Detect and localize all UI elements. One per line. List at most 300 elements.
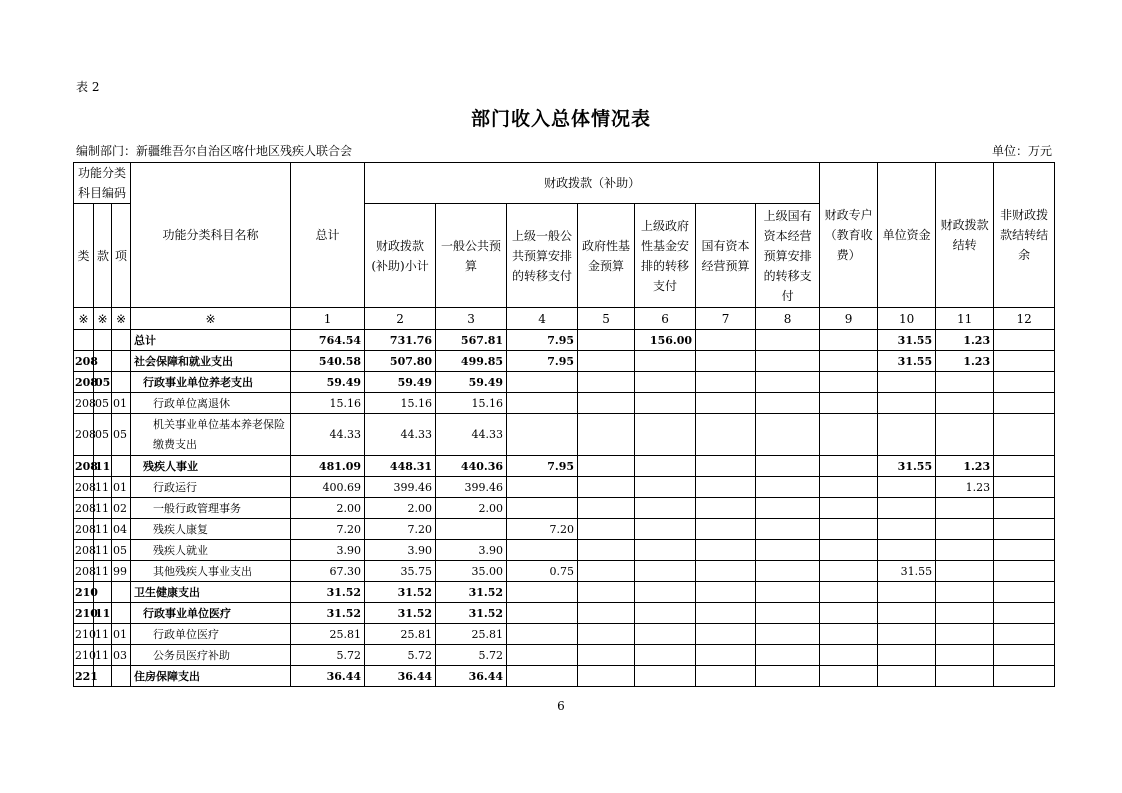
- value-cell-c1: 31.52: [291, 603, 365, 624]
- value-cell-c4: 7.20: [507, 519, 578, 540]
- value-cell-c12: [994, 540, 1055, 561]
- code-xiang-cell: [112, 330, 131, 351]
- value-cell-c1: 2.00: [291, 498, 365, 519]
- value-cell-c10: 31.55: [878, 351, 936, 372]
- value-cell-c8: [756, 477, 820, 498]
- value-cell-c8: [756, 561, 820, 582]
- value-cell-c9: [820, 414, 878, 456]
- table-row: [74, 477, 1055, 498]
- header-fiscal-carryover: 财政拨款结转: [936, 163, 994, 308]
- code-kuan-cell: 11: [94, 477, 112, 498]
- value-cell-c10: 31.55: [878, 456, 936, 477]
- value-cell-c2: 31.52: [365, 603, 436, 624]
- value-cell-c7: [696, 330, 756, 351]
- value-cell-c7: [696, 666, 756, 687]
- value-cell-c11: [936, 372, 994, 393]
- value-cell-c5: [578, 645, 635, 666]
- code-xiang-cell: 05: [112, 540, 131, 561]
- value-cell-c11: 1.23: [936, 351, 994, 372]
- subject-name-cell: 一般行政管理事务: [131, 498, 291, 519]
- index-cell: 1: [291, 308, 365, 330]
- value-cell-c3: 567.81: [436, 330, 507, 351]
- value-cell-c6: [635, 519, 696, 540]
- table-tag: 表 2: [76, 80, 100, 94]
- subject-name-cell: 行政单位离退休: [131, 393, 291, 414]
- code-lei-cell: 208: [74, 414, 94, 456]
- index-cell: 6: [635, 308, 696, 330]
- table-row: [74, 582, 1055, 603]
- value-cell-c4: [507, 645, 578, 666]
- code-lei-cell: 210: [74, 624, 94, 645]
- value-cell-c1: 59.49: [291, 372, 365, 393]
- code-lei-cell: 208: [74, 498, 94, 519]
- value-cell-c4: [507, 372, 578, 393]
- subject-name-cell: 卫生健康支出: [131, 582, 291, 603]
- index-cell: 7: [696, 308, 756, 330]
- value-cell-c5: [578, 372, 635, 393]
- index-cell: ※: [131, 308, 291, 330]
- header-upper-gov-fund-transfer: 上级政府性基金安排的转移支付: [635, 204, 696, 308]
- value-cell-c12: [994, 519, 1055, 540]
- header-state-capital-budget: 国有资本经营预算: [696, 204, 756, 308]
- value-cell-c2: 36.44: [365, 666, 436, 687]
- value-cell-c12: [994, 645, 1055, 666]
- value-cell-c3: 3.90: [436, 540, 507, 561]
- index-cell: 9: [820, 308, 878, 330]
- header-fiscal-special: 财政专户（教育收费）: [820, 163, 878, 308]
- index-cell: 11: [936, 308, 994, 330]
- value-cell-c11: [936, 519, 994, 540]
- value-cell-c7: [696, 540, 756, 561]
- income-table: [73, 162, 1055, 687]
- index-cell: 10: [878, 308, 936, 330]
- page-title: 部门收入总体情况表: [470, 108, 651, 130]
- code-lei-cell: 210: [74, 603, 94, 624]
- value-cell-c3: [436, 519, 507, 540]
- value-cell-c3: 31.52: [436, 582, 507, 603]
- value-cell-c10: [878, 372, 936, 393]
- code-xiang-cell: 05: [112, 414, 131, 456]
- code-xiang-cell: 01: [112, 393, 131, 414]
- value-cell-c3: 31.52: [436, 603, 507, 624]
- code-kuan-cell: 05: [94, 414, 112, 456]
- value-cell-c12: [994, 561, 1055, 582]
- subject-name-cell: 残疾人事业: [131, 456, 291, 477]
- value-cell-c3: 36.44: [436, 666, 507, 687]
- value-cell-c10: [878, 519, 936, 540]
- code-lei-cell: 208: [74, 540, 94, 561]
- index-cell: 12: [994, 308, 1055, 330]
- value-cell-c1: 44.33: [291, 414, 365, 456]
- value-cell-c11: [936, 393, 994, 414]
- value-cell-c2: 15.16: [365, 393, 436, 414]
- value-cell-c10: [878, 582, 936, 603]
- value-cell-c7: [696, 456, 756, 477]
- value-cell-c8: [756, 666, 820, 687]
- code-lei-cell: 208: [74, 519, 94, 540]
- header-upper-state-capital-transfer: 上级国有资本经营预算安排的转移支付: [756, 204, 820, 308]
- index-cell: ※: [74, 308, 94, 330]
- table-row: [74, 351, 1055, 372]
- index-cell: 2: [365, 308, 436, 330]
- value-cell-c6: [635, 393, 696, 414]
- value-cell-c7: [696, 645, 756, 666]
- value-cell-c8: [756, 582, 820, 603]
- code-lei-cell: 208: [74, 561, 94, 582]
- value-cell-c3: 15.16: [436, 393, 507, 414]
- value-cell-c5: [578, 582, 635, 603]
- value-cell-c9: [820, 561, 878, 582]
- index-cell: ※: [94, 308, 112, 330]
- code-kuan-cell: 11: [94, 540, 112, 561]
- subject-name-cell: 总计: [131, 330, 291, 351]
- value-cell-c1: 540.58: [291, 351, 365, 372]
- value-cell-c9: [820, 540, 878, 561]
- value-cell-c2: 7.20: [365, 519, 436, 540]
- value-cell-c6: [635, 645, 696, 666]
- value-cell-c10: [878, 498, 936, 519]
- value-cell-c9: [820, 582, 878, 603]
- value-cell-c8: [756, 498, 820, 519]
- table-row: [74, 624, 1055, 645]
- value-cell-c11: [936, 540, 994, 561]
- value-cell-c2: 31.52: [365, 582, 436, 603]
- department-label: 编制部门：新疆维吾尔自治区喀什地区残疾人联合会: [76, 144, 353, 158]
- value-cell-c12: [994, 414, 1055, 456]
- value-cell-c1: 36.44: [291, 666, 365, 687]
- value-cell-c4: [507, 540, 578, 561]
- header-nonfiscal-carryover: 非财政拨款结转结余: [994, 163, 1055, 308]
- value-cell-c8: [756, 645, 820, 666]
- value-cell-c10: 31.55: [878, 330, 936, 351]
- code-xiang-cell: [112, 456, 131, 477]
- value-cell-c8: [756, 456, 820, 477]
- value-cell-c4: 0.75: [507, 561, 578, 582]
- value-cell-c2: 25.81: [365, 624, 436, 645]
- value-cell-c7: [696, 351, 756, 372]
- code-kuan-cell: 11: [94, 645, 112, 666]
- subject-name-cell: 公务员医疗补助: [131, 645, 291, 666]
- value-cell-c11: [936, 624, 994, 645]
- code-xiang-cell: 03: [112, 645, 131, 666]
- value-cell-c11: [936, 561, 994, 582]
- index-cell: 3: [436, 308, 507, 330]
- header-gov-fund-budget: 政府性基金预算: [578, 204, 635, 308]
- code-kuan-cell: 11: [94, 498, 112, 519]
- value-cell-c8: [756, 393, 820, 414]
- value-cell-c2: 44.33: [365, 414, 436, 456]
- value-cell-c7: [696, 603, 756, 624]
- value-cell-c6: [635, 582, 696, 603]
- value-cell-c1: 25.81: [291, 624, 365, 645]
- value-cell-c4: [507, 477, 578, 498]
- value-cell-c1: 481.09: [291, 456, 365, 477]
- value-cell-c6: [635, 351, 696, 372]
- value-cell-c6: [635, 540, 696, 561]
- table-row: [74, 561, 1055, 582]
- index-cell: 8: [756, 308, 820, 330]
- value-cell-c6: [635, 372, 696, 393]
- value-cell-c7: [696, 477, 756, 498]
- value-cell-c5: [578, 624, 635, 645]
- value-cell-c9: [820, 393, 878, 414]
- header-code-group: 功能分类科目编码: [74, 163, 131, 204]
- value-cell-c2: 399.46: [365, 477, 436, 498]
- value-cell-c12: [994, 372, 1055, 393]
- code-xiang-cell: [112, 582, 131, 603]
- value-cell-c5: [578, 561, 635, 582]
- value-cell-c7: [696, 372, 756, 393]
- value-cell-c11: [936, 666, 994, 687]
- value-cell-c9: [820, 372, 878, 393]
- code-kuan-cell: 11: [94, 519, 112, 540]
- value-cell-c10: [878, 414, 936, 456]
- code-xiang-cell: 01: [112, 477, 131, 498]
- value-cell-c1: 5.72: [291, 645, 365, 666]
- value-cell-c7: [696, 393, 756, 414]
- unit-label: 单位：万元: [991, 144, 1052, 158]
- value-cell-c8: [756, 414, 820, 456]
- value-cell-c9: [820, 624, 878, 645]
- code-lei-cell: 208: [74, 393, 94, 414]
- table-row: [74, 498, 1055, 519]
- value-cell-c5: [578, 540, 635, 561]
- code-xiang-cell: 02: [112, 498, 131, 519]
- value-cell-c12: [994, 624, 1055, 645]
- header-lei: 类: [74, 204, 94, 308]
- code-lei-cell: 221: [74, 666, 94, 687]
- subject-name-cell: 行政运行: [131, 477, 291, 498]
- value-cell-c8: [756, 603, 820, 624]
- table-row: [74, 456, 1055, 477]
- value-cell-c4: [507, 414, 578, 456]
- code-lei-cell: 208: [74, 456, 94, 477]
- header-name: 功能分类科目名称: [131, 163, 291, 308]
- subject-name-cell: 社会保障和就业支出: [131, 351, 291, 372]
- value-cell-c10: [878, 624, 936, 645]
- value-cell-c5: [578, 351, 635, 372]
- value-cell-c9: [820, 666, 878, 687]
- value-cell-c6: [635, 561, 696, 582]
- value-cell-c2: 5.72: [365, 645, 436, 666]
- value-cell-c8: [756, 540, 820, 561]
- index-row: [74, 308, 1055, 330]
- code-lei-cell: [74, 330, 94, 351]
- subject-name-cell: 机关事业单位基本养老保险缴费支出: [131, 414, 291, 456]
- value-cell-c5: [578, 666, 635, 687]
- value-cell-c2: 2.00: [365, 498, 436, 519]
- value-cell-c11: [936, 645, 994, 666]
- value-cell-c5: [578, 456, 635, 477]
- value-cell-c1: 7.20: [291, 519, 365, 540]
- value-cell-c7: [696, 498, 756, 519]
- code-lei-cell: 210: [74, 645, 94, 666]
- value-cell-c3: 59.49: [436, 372, 507, 393]
- value-cell-c11: 1.23: [936, 477, 994, 498]
- value-cell-c9: [820, 456, 878, 477]
- header-upper-general-transfer: 上级一般公共预算安排的转移支付: [507, 204, 578, 308]
- value-cell-c3: 399.46: [436, 477, 507, 498]
- code-xiang-cell: [112, 372, 131, 393]
- value-cell-c4: [507, 666, 578, 687]
- subject-name-cell: 行政单位医疗: [131, 624, 291, 645]
- table-row: [74, 393, 1055, 414]
- value-cell-c12: [994, 582, 1055, 603]
- value-cell-c11: [936, 582, 994, 603]
- value-cell-c12: [994, 330, 1055, 351]
- subject-name-cell: 残疾人就业: [131, 540, 291, 561]
- value-cell-c6: 156.00: [635, 330, 696, 351]
- value-cell-c6: [635, 414, 696, 456]
- value-cell-c3: 25.81: [436, 624, 507, 645]
- value-cell-c10: 31.55: [878, 561, 936, 582]
- header-total: 总计: [291, 163, 365, 308]
- value-cell-c12: [994, 393, 1055, 414]
- table-row: [74, 519, 1055, 540]
- value-cell-c9: [820, 330, 878, 351]
- value-cell-c6: [635, 666, 696, 687]
- value-cell-c7: [696, 624, 756, 645]
- value-cell-c2: 35.75: [365, 561, 436, 582]
- value-cell-c3: 35.00: [436, 561, 507, 582]
- value-cell-c2: 731.76: [365, 330, 436, 351]
- value-cell-c3: 440.36: [436, 456, 507, 477]
- value-cell-c9: [820, 498, 878, 519]
- value-cell-c8: [756, 519, 820, 540]
- code-xiang-cell: [112, 603, 131, 624]
- value-cell-c5: [578, 414, 635, 456]
- value-cell-c5: [578, 477, 635, 498]
- value-cell-c2: 3.90: [365, 540, 436, 561]
- code-kuan-cell: 11: [94, 603, 112, 624]
- code-xiang-cell: [112, 666, 131, 687]
- value-cell-c12: [994, 603, 1055, 624]
- header-fiscal-group: 财政拨款（补助）: [365, 163, 820, 204]
- index-cell: ※: [112, 308, 131, 330]
- code-xiang-cell: 01: [112, 624, 131, 645]
- value-cell-c5: [578, 603, 635, 624]
- code-xiang-cell: [112, 351, 131, 372]
- code-kuan-cell: 05: [94, 393, 112, 414]
- value-cell-c8: [756, 372, 820, 393]
- value-cell-c2: 448.31: [365, 456, 436, 477]
- value-cell-c4: [507, 393, 578, 414]
- table-row: [74, 603, 1055, 624]
- value-cell-c6: [635, 603, 696, 624]
- subject-name-cell: 行政事业单位医疗: [131, 603, 291, 624]
- value-cell-c3: 5.72: [436, 645, 507, 666]
- value-cell-c11: [936, 498, 994, 519]
- value-cell-c6: [635, 477, 696, 498]
- value-cell-c11: [936, 603, 994, 624]
- value-cell-c5: [578, 393, 635, 414]
- value-cell-c6: [635, 456, 696, 477]
- value-cell-c9: [820, 519, 878, 540]
- table-row: [74, 330, 1055, 351]
- table-row: [74, 645, 1055, 666]
- value-cell-c4: [507, 624, 578, 645]
- value-cell-c7: [696, 561, 756, 582]
- value-cell-c10: [878, 603, 936, 624]
- table-row: [74, 414, 1055, 456]
- page-number: 6: [557, 699, 565, 713]
- value-cell-c4: [507, 603, 578, 624]
- value-cell-c7: [696, 582, 756, 603]
- value-cell-c8: [756, 624, 820, 645]
- header-fiscal-subtotal: 财政拨款(补助)小计: [365, 204, 436, 308]
- value-cell-c1: 15.16: [291, 393, 365, 414]
- table-row: [74, 540, 1055, 561]
- value-cell-c7: [696, 519, 756, 540]
- value-cell-c4: 7.95: [507, 351, 578, 372]
- index-cell: 5: [578, 308, 635, 330]
- subject-name-cell: 住房保障支出: [131, 666, 291, 687]
- header-general-budget: 一般公共预算: [436, 204, 507, 308]
- code-lei-cell: 210: [74, 582, 94, 603]
- value-cell-c4: 7.95: [507, 456, 578, 477]
- subject-name-cell: 残疾人康复: [131, 519, 291, 540]
- value-cell-c6: [635, 498, 696, 519]
- table-row: [74, 666, 1055, 687]
- value-cell-c4: [507, 582, 578, 603]
- value-cell-c12: [994, 477, 1055, 498]
- value-cell-c10: [878, 645, 936, 666]
- subject-name-cell: 其他残疾人事业支出: [131, 561, 291, 582]
- table-row: [74, 372, 1055, 393]
- value-cell-c9: [820, 477, 878, 498]
- value-cell-c3: 499.85: [436, 351, 507, 372]
- value-cell-c3: 2.00: [436, 498, 507, 519]
- value-cell-c9: [820, 603, 878, 624]
- code-kuan-cell: [94, 330, 112, 351]
- value-cell-c11: 1.23: [936, 456, 994, 477]
- index-cell: 4: [507, 308, 578, 330]
- value-cell-c12: [994, 351, 1055, 372]
- value-cell-c12: [994, 456, 1055, 477]
- table-body: [74, 330, 1055, 687]
- value-cell-c1: 764.54: [291, 330, 365, 351]
- value-cell-c1: 67.30: [291, 561, 365, 582]
- code-kuan-cell: 05: [94, 372, 112, 393]
- value-cell-c5: [578, 519, 635, 540]
- value-cell-c2: 59.49: [365, 372, 436, 393]
- value-cell-c5: [578, 498, 635, 519]
- code-lei-cell: 208: [74, 351, 94, 372]
- header-unit-funds: 单位资金: [878, 163, 936, 308]
- code-kuan-cell: 11: [94, 624, 112, 645]
- value-cell-c12: [994, 498, 1055, 519]
- value-cell-c4: [507, 498, 578, 519]
- value-cell-c10: [878, 540, 936, 561]
- value-cell-c1: 400.69: [291, 477, 365, 498]
- value-cell-c7: [696, 414, 756, 456]
- value-cell-c8: [756, 330, 820, 351]
- value-cell-c10: [878, 477, 936, 498]
- value-cell-c11: [936, 414, 994, 456]
- value-cell-c10: [878, 393, 936, 414]
- value-cell-c3: 44.33: [436, 414, 507, 456]
- code-lei-cell: 208: [74, 477, 94, 498]
- code-xiang-cell: 99: [112, 561, 131, 582]
- value-cell-c9: [820, 351, 878, 372]
- code-lei-cell: 208: [74, 372, 94, 393]
- value-cell-c9: [820, 645, 878, 666]
- code-kuan-cell: 11: [94, 561, 112, 582]
- value-cell-c4: 7.95: [507, 330, 578, 351]
- value-cell-c12: [994, 666, 1055, 687]
- code-xiang-cell: 04: [112, 519, 131, 540]
- header-kuan: 款: [94, 204, 112, 308]
